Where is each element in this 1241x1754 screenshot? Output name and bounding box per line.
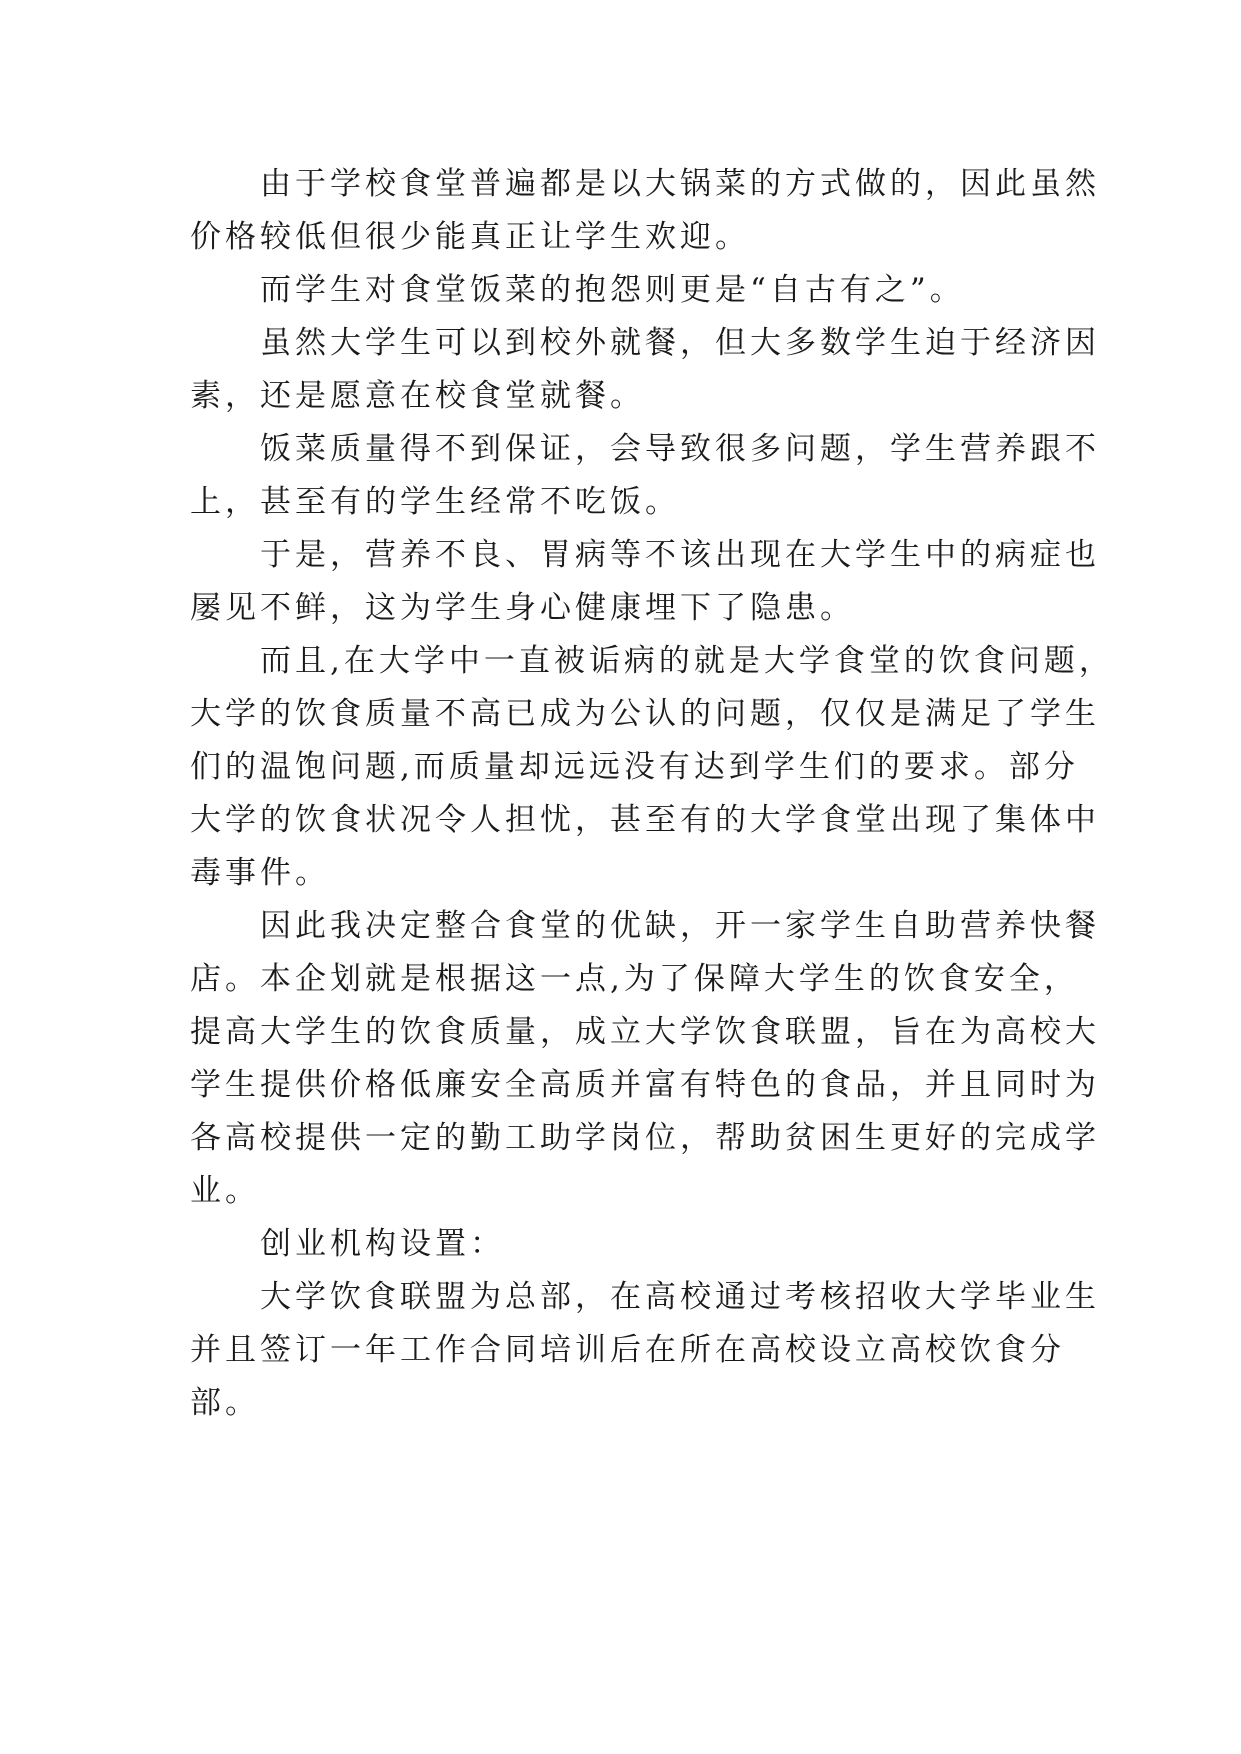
paragraph-line: 而学生对食堂饭菜的抱怨则更是“自古有之”。 bbox=[260, 272, 965, 308]
paragraph-line: 饭菜质量得不到保证，会导致很多问题，学生营养跟不 bbox=[260, 431, 1100, 467]
paragraph-9 bbox=[190, 1271, 1100, 1430]
paragraph-line: 虽然大学生可以到校外就餐，但大多数学生迫于经济因 bbox=[260, 325, 1100, 361]
paragraph-line: 而且,在大学中一直被诟病的就是大学食堂的饮食问题， bbox=[260, 643, 1114, 679]
paragraph-7 bbox=[190, 900, 1100, 1218]
paragraph-line: 毒事件。 bbox=[190, 855, 330, 891]
paragraph-3 bbox=[190, 317, 1100, 423]
paragraph-line: 创业机构设置： bbox=[260, 1226, 505, 1262]
paragraph-1 bbox=[190, 158, 1100, 264]
paragraph-line: 大学的饮食状况令人担忧，甚至有的大学食堂出现了集体中 bbox=[190, 802, 1100, 838]
paragraph-line: 提高大学生的饮食质量，成立大学饮食联盟，旨在为高校大 bbox=[190, 1014, 1100, 1050]
paragraph-line: 价格较低但很少能真正让学生欢迎。 bbox=[190, 219, 750, 255]
paragraph-line: 由于学校食堂普遍都是以大锅菜的方式做的，因此虽然 bbox=[260, 166, 1100, 202]
paragraph-5 bbox=[190, 529, 1100, 635]
paragraph-line: 屡见不鲜，这为学生身心健康埋下了隐患。 bbox=[190, 590, 855, 626]
paragraph-8 bbox=[190, 1218, 1056, 1271]
paragraph-line: 部。 bbox=[190, 1385, 260, 1421]
paragraph-line: 素，还是愿意在校食堂就餐。 bbox=[190, 378, 645, 414]
document-body bbox=[190, 158, 1114, 1430]
paragraph-6 bbox=[190, 635, 1114, 900]
paragraph-line: 上，甚至有的学生经常不吃饭。 bbox=[190, 484, 680, 520]
paragraph-line: 因此我决定整合食堂的优缺，开一家学生自助营养快餐 bbox=[260, 908, 1100, 944]
paragraph-line: 大学饮食联盟为总部，在高校通过考核招收大学毕业生 bbox=[260, 1279, 1100, 1315]
paragraph-line: 各高校提供一定的勤工助学岗位，帮助贫困生更好的完成学 bbox=[190, 1120, 1100, 1156]
paragraph-2 bbox=[190, 264, 1056, 317]
paragraph-line: 于是，营养不良、胃病等不该出现在大学生中的病症也 bbox=[260, 537, 1100, 573]
paragraph-line: 们的温饱问题,而质量却远远没有达到学生们的要求。部分 bbox=[190, 749, 1079, 785]
paragraph-4 bbox=[190, 423, 1100, 529]
paragraph-line: 业。 bbox=[190, 1173, 260, 1209]
paragraph-line: 学生提供价格低廉安全高质并富有特色的食品，并且同时为 bbox=[190, 1067, 1100, 1103]
paragraph-line: 店。本企划就是根据这一点,为了保障大学生的饮食安全， bbox=[190, 961, 1079, 997]
paragraph-line: 并且签订一年工作合同培训后在所在高校设立高校饮食分 bbox=[190, 1332, 1065, 1368]
paragraph-line: 大学的饮食质量不高已成为公认的问题，仅仅是满足了学生 bbox=[190, 696, 1100, 732]
